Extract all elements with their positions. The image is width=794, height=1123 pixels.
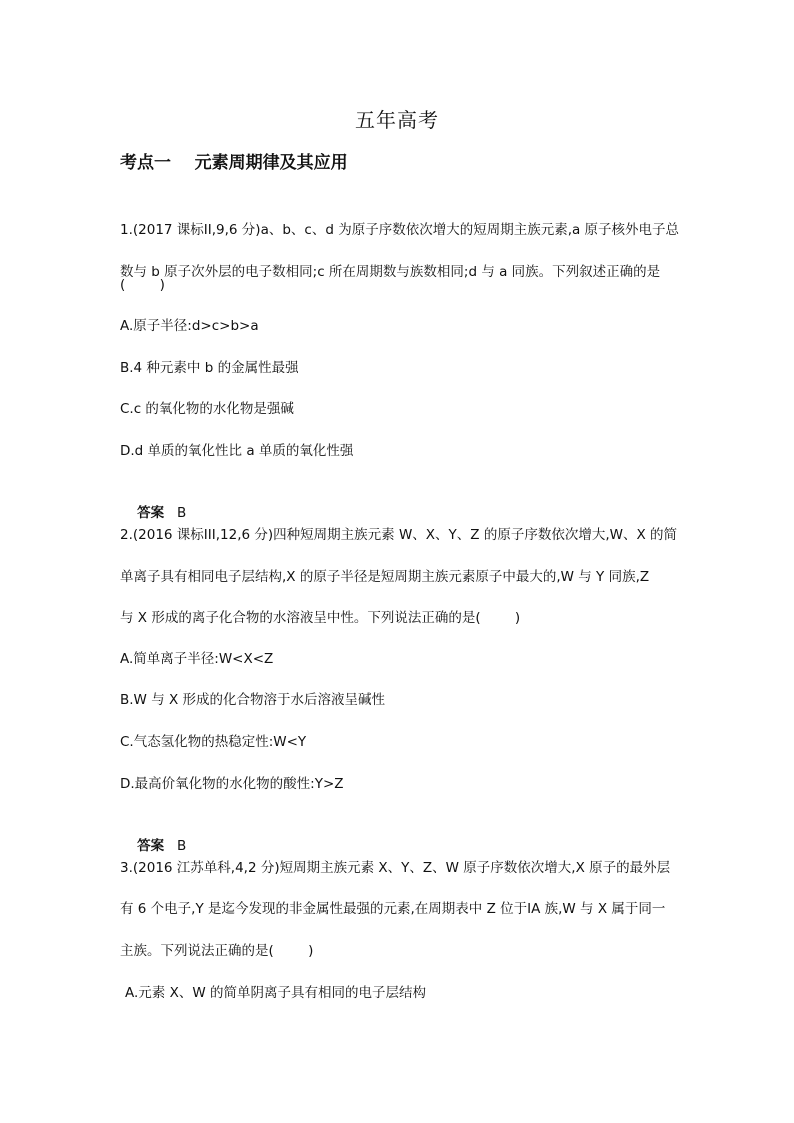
question-2-stem-line-2: 单离子具有相同电子层结构,X 的原子半径是短周期主族元素原子中最大的,W 与 Y 同族,Z (120, 569, 650, 585)
question-1-option-c: C.c 的氧化物的水化物是强碱 (120, 401, 294, 417)
answer-label: 答案 (137, 505, 165, 521)
question-1-option-d: D.d 单质的氧化性比 a 单质的氧化性强 (120, 443, 354, 459)
answer-value: B (177, 838, 187, 854)
answer-label: 答案 (137, 838, 165, 854)
question-2-option-d: D.最高价氧化物的水化物的酸性:Y>Z (120, 776, 344, 792)
question-2-stem-line-3: 与 X 形成的离子化合物的水溶液呈中性。下列说法正确的是( ) (120, 610, 521, 626)
question-1-option-b: B.4 种元素中 b 的金属性最强 (120, 360, 299, 376)
question-3-stem-line-1: 3.(2016 江苏单科,4,2 分)短周期主族元素 X、Y、Z、W 原子序数依次增大,X 原子的最外层 (120, 860, 671, 876)
question-3-option-a: A.元素 X、W 的简单阴离子具有相同的电子层结构 (125, 985, 426, 1001)
question-1-option-a: A.原子半径:d>c>b>a (120, 318, 259, 334)
question-2-option-b: B.W 与 X 形成的化合物溶于水后溶液呈碱性 (120, 692, 386, 708)
question-3-stem-line-3: 主族。下列说法正确的是( ) (120, 943, 314, 959)
page-title: 五年高考 (355, 108, 439, 132)
section-title: 考点一 元素周期律及其应用 (120, 153, 348, 173)
question-1-stem-line-1: 1.(2017 课标II,9,6 分)a、b、c、d 为原子序数依次增大的短周期主族元素,a 原子核外电子总 (120, 222, 680, 238)
question-3-stem-line-2: 有 6 个电子,Y 是迄今发现的非金属性最强的元素,在周期表中 Z 位于IA 族,W 与 X 属于同一 (120, 901, 666, 917)
question-2-option-c: C.气态氢化物的热稳定性:W<Y (120, 734, 307, 750)
question-2-stem-line-1: 2.(2016 课标III,12,6 分)四种短周期主族元素 W、X、Y、Z 的原子序数依次增大,W、X 的简 (120, 527, 677, 543)
question-1-stem-line-3: ( ) (120, 277, 165, 293)
answer-value: B (177, 505, 187, 521)
question-1-stem-line-2: 数与 b 原子次外层的电子数相同;c 所在周期数与族数相同;d 与 a 同族。下列叙述正确的是 (120, 264, 661, 280)
question-2-option-a: A.简单离子半径:W<X<Z (120, 651, 274, 667)
